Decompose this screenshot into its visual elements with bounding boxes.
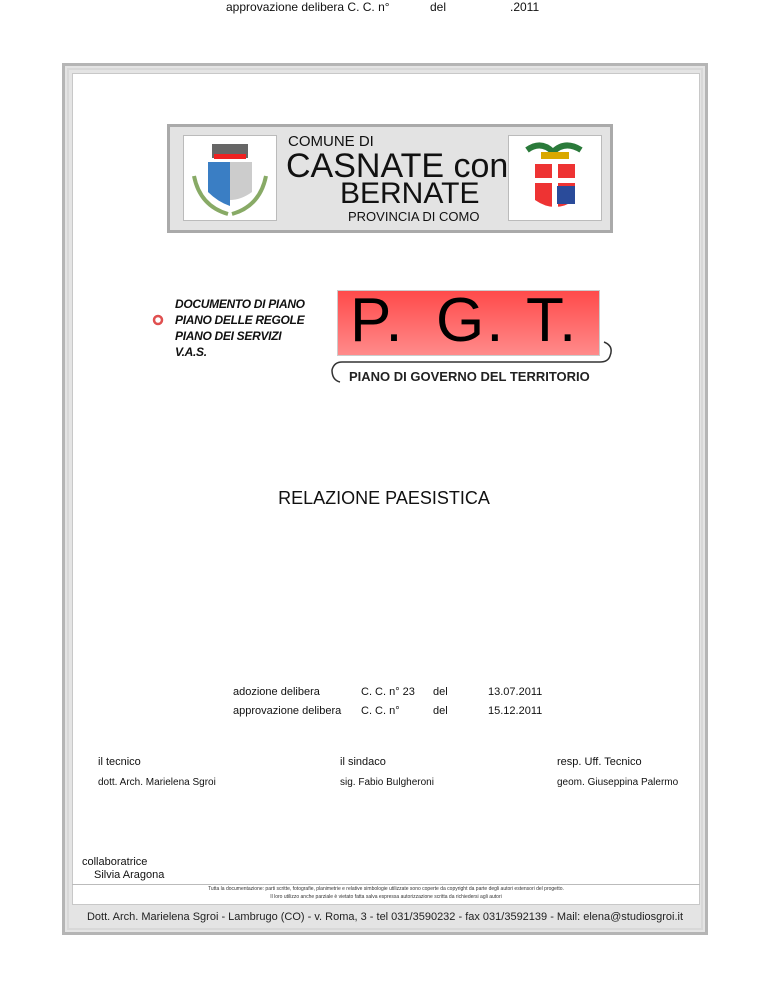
top-approval-label: approvazione delibera C. C. n° xyxy=(226,0,390,14)
signature-name: dott. Arch. Marielena Sgroi xyxy=(98,777,216,788)
header-line1: COMUNE DI xyxy=(288,133,374,150)
top-del: del xyxy=(430,0,447,14)
signature-role: resp. Uff. Tecnico xyxy=(557,756,642,768)
plan-item: V.A.S. xyxy=(175,345,207,359)
plan-item: PIANO DEI SERVIZI xyxy=(175,329,282,343)
collab-role: collaboratrice xyxy=(82,856,148,868)
province-crest-icon xyxy=(508,135,602,221)
signature-role: il tecnico xyxy=(98,756,141,768)
signature-name: geom. Giuseppina Palermo xyxy=(557,777,679,788)
bullet-circle-icon xyxy=(152,314,164,326)
top-year: .2011 xyxy=(510,0,540,14)
divider xyxy=(72,884,700,885)
signature-role: il sindaco xyxy=(340,756,386,768)
municipal-crest-icon xyxy=(183,135,277,221)
copyright-line: Tutta la documentazione: parti scritte, fotografie, planimetrie e relative simbologie utilizzate sono coperte da copyright da parte degli autori estensori del progetto. xyxy=(208,886,564,892)
header-line2: CASNATE con xyxy=(286,147,509,185)
plan-item: PIANO DELLE REGOLE xyxy=(175,313,305,327)
header-line4: PROVINCIA DI COMO xyxy=(348,209,480,224)
document-title: RELAZIONE PAESISTICA xyxy=(278,488,490,508)
signature-name: sig. Fabio Bulgheroni xyxy=(340,777,434,788)
collab-name: Silvia Aragona xyxy=(94,869,165,881)
plan-item: DOCUMENTO DI PIANO xyxy=(175,297,305,311)
municipality-header xyxy=(167,124,613,233)
copyright-line: Il loro utilizzo anche parziale è vietato fatta salva espressa autorizzazione scritta da richiedersi agli autori xyxy=(270,894,502,900)
plan-list xyxy=(175,296,305,360)
footer-contact: Dott. Arch. Marielena Sgroi - Lambrugo (CO) - v. Roma, 3 - tel 031/3590232 - fax 031/3592139 - Mail: elena@studiosgroi.it xyxy=(86,911,684,923)
pgt-logo: P. G. T. xyxy=(337,290,600,356)
logo-tagline: PIANO DI GOVERNO DEL TERRITORIO xyxy=(349,369,590,384)
header-line3: BERNATE xyxy=(340,177,480,210)
